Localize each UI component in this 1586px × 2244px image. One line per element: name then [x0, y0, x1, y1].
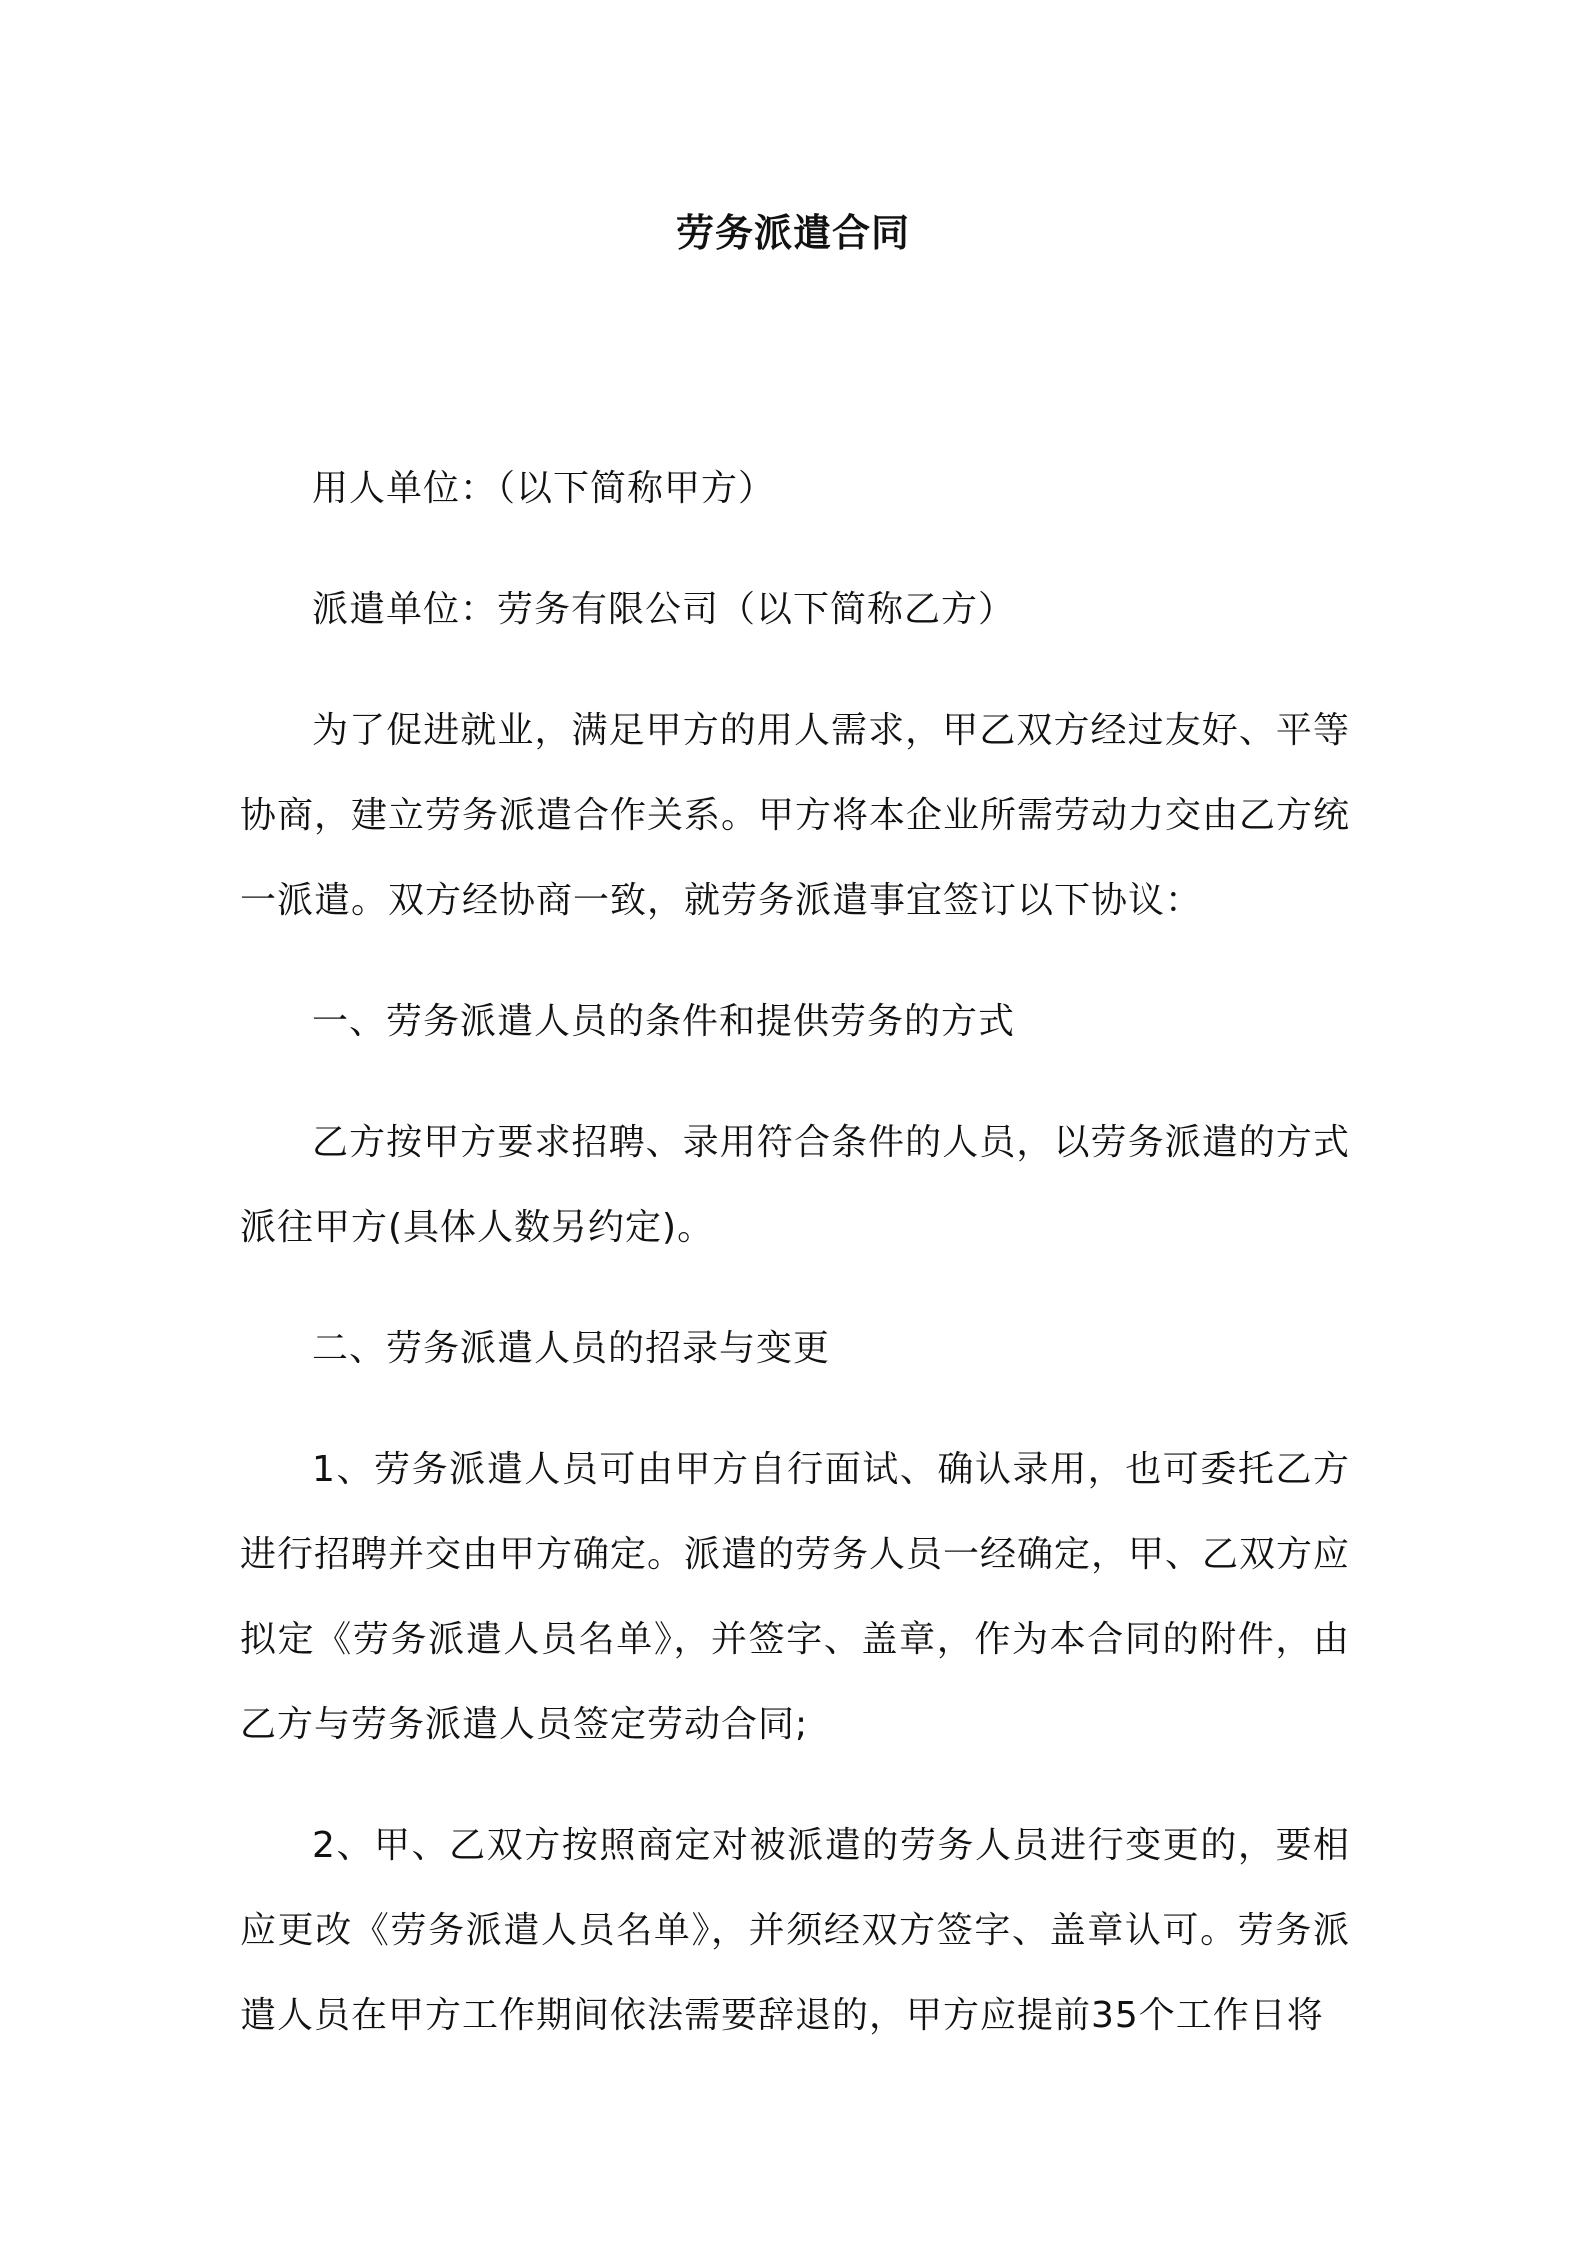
- preamble-paragraph: 为了促进就业，满足甲方的用人需求，甲乙双方经过友好、平等协商，建立劳务派遣合作关系。甲方将本企业所需劳动力交由乙方统一派遣。双方经协商一致，就劳务派遣事宜签订以下协议：: [240, 710, 1351, 921]
- employer-line: 用人单位：（以下简称甲方）: [312, 468, 776, 509]
- document-title: 劳务派遣合同: [675, 211, 910, 255]
- section-heading-2: 二、劳务派遣人员的招录与变更: [312, 1328, 831, 1369]
- document-body: [240, 446, 1350, 2058]
- clause-2-2-paragraph: 2、甲、乙双方按照商定对被派遣的劳务人员进行变更的，要相应更改《劳务派遣人员名单》，并须经双方签字、盖章认可。劳务派遣人员在甲方工作期间依法需要辞退的，甲方应提前35个工作日将: [240, 1825, 1350, 2036]
- dispatcher-line: 派遣单位：劳务有限公司（以下简称乙方）: [312, 589, 1016, 630]
- section-1-paragraph: 乙方按甲方要求招聘、录用符合条件的人员，以劳务派遣的方式派往甲方(具体人数另约定)。: [240, 1122, 1350, 1248]
- section-heading-1: 一、劳务派遣人员的条件和提供劳务的方式: [312, 1001, 1016, 1042]
- clause-2-1-paragraph: 1、劳务派遣人员可由甲方自行面试、确认录用，也可委托乙方进行招聘并交由甲方确定。派遣的劳务人员一经确定，甲、乙双方应拟定《劳务派遣人员名单》，并签字、盖章，作为本合同的附件，由乙方与劳务派遣人员签定劳动合同;: [240, 1449, 1351, 1745]
